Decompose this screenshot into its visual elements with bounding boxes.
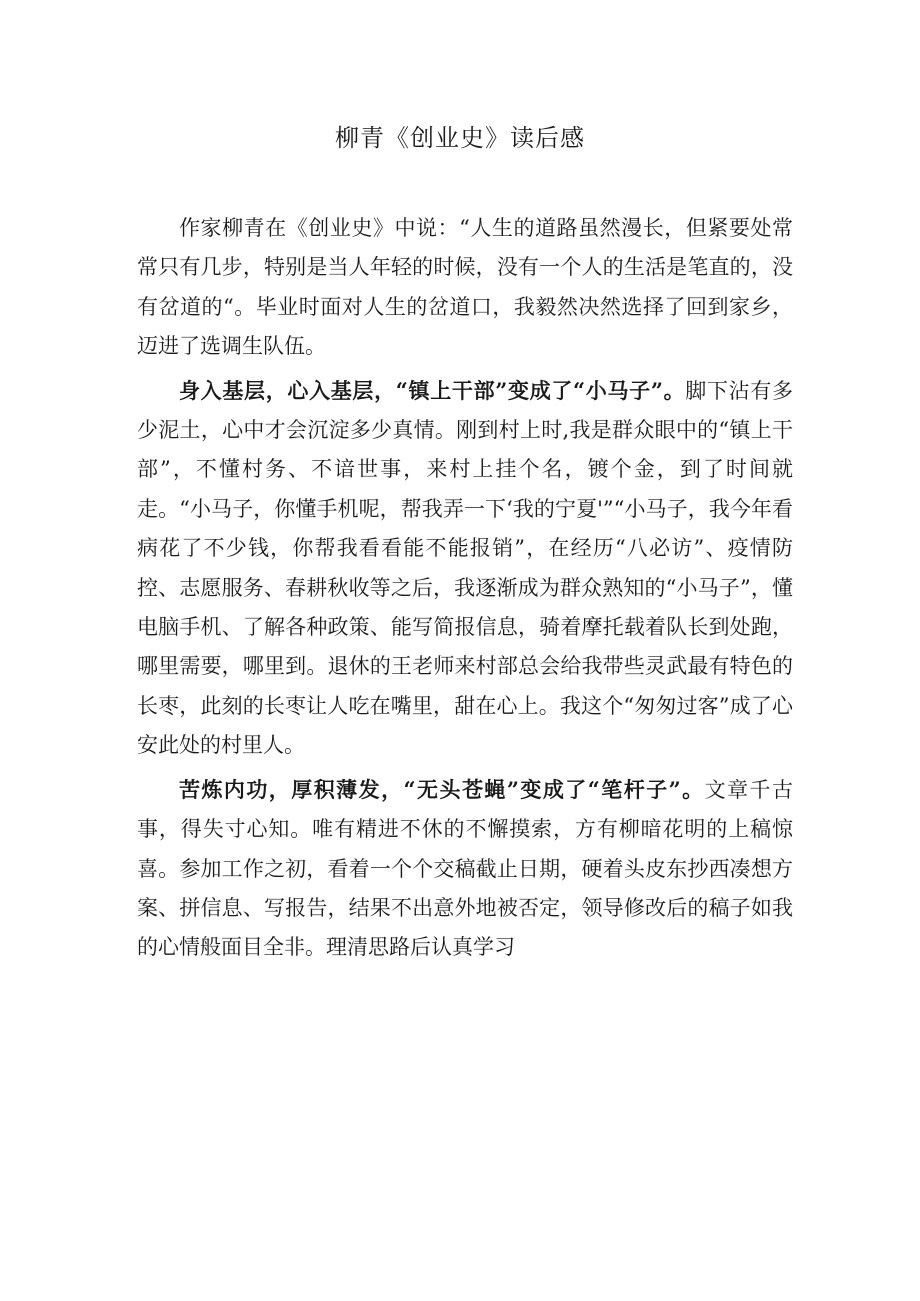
paragraph-grassroots: [137, 371, 793, 766]
paragraph-text: 脚下沾有多少泥土，心中才会沉淀多少真情。刚到村上时,我是群众眼中的“镇上干部”，不懂村务、不谙世事，来村上挂个名，镀个金，到了时间就走。“小马子，你懂手机呢，帮我弄一下‘我的宁夏'”“小马子，我今年看病花了不少钱，你帮我看看能不能报销”，在经历“八必访”、疫情防控、志愿服务、春耕秋收等之后，我逐渐成为群众熟知的“小马子”，懂电脑手机、了解各种政策、能写简报信息，骑着摩托载着队长到处跑，哪里需要，哪里到。退休的王老师来村部总会给我带些灵武最有特色的长枣，此刻的长枣让人吃在嘴里，甜在心上。我这个“匆匆过客”成了心安此处的村里人。: [137, 378, 793, 758]
paragraph-text: 文章千古事，得失寸心知。唯有精进不休的不懈摸索，方有柳暗花明的上稿惊喜。参加工作之初，看着一个个交稿截止日期，硬着头皮东抄西凑想方案、拼信息、写报告，结果不出意外地被否定，领导修改后的稿子如我的心情般面目全非。理清思路后认真学习: [137, 777, 793, 960]
document-body: [137, 208, 793, 972]
paragraph-writing: [137, 770, 793, 968]
paragraph-heading: 苦炼内功，厚积薄发，“无头苍蝇”变成了“笔杆子”。: [179, 776, 705, 802]
paragraph-heading: 身入基层，心入基层，“镇上干部”变成了“小马子”。: [179, 377, 686, 403]
document-title: 柳青《创业史》读后感: [335, 124, 585, 152]
paragraph-intro: [137, 208, 793, 367]
paragraph-text: 作家柳青在《创业史》中说：“人生的道路虽然漫长，但紧要处常常只有几步，特别是当人年轻的时候，没有一个人的生活是笔直的，没有岔道的“。毕业时面对人生的岔道口，我毅然决然选择了回到家乡，迈进了选调生队伍。: [137, 216, 793, 359]
